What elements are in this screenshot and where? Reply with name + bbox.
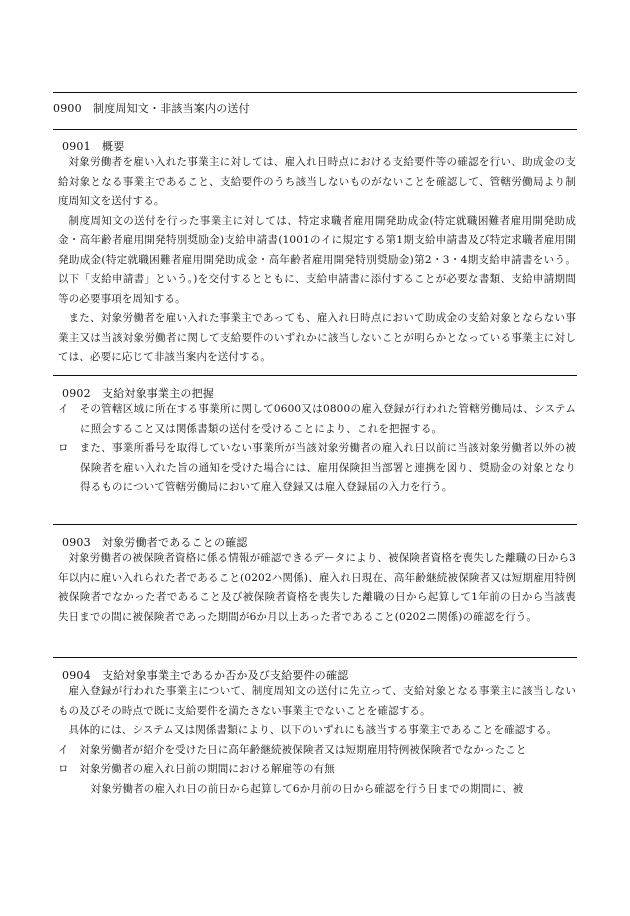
list-text: その管轄区域に所在する事業所に関して0600又は0800の雇入登録が行われた管轄労働局は、システムに照会すること又は関係書類の送付を受けることにより、これを把握する。: [79, 403, 576, 435]
list-item: [58, 439, 576, 498]
paragraph: 雇入登録が行われた事業主について、制度周知文の送付に先立って、支給対象となる事業主に該当しないもの及びその時点で既に支給要件を満たさない事業主でないことを確認する。: [58, 685, 576, 717]
section-0904-rule: [53, 657, 577, 658]
section-0903-rule: [53, 524, 577, 525]
list-mark: ロ: [58, 442, 69, 454]
list-text: 対象労働者が紹介を受けた日に高年齢継続被保険者又は短期雇用特例被保険者でなかったこと: [79, 743, 527, 756]
section-0903-heading: 0903 対象労働者であることの確認: [62, 536, 248, 549]
sub-paragraph: 対象労働者の雇入れ日の前日から起算して6か月前の日から確認を行う日までの期間に、被: [90, 782, 524, 795]
section-0902-rule: [53, 375, 577, 376]
list-text: また、事業所番号を取得していない事業所が当該対象労働者の雇入れ日以前に当該対象労働者以外の被保険者を雇い入れた旨の通知を受けた場合には、雇用保険担当部署と連携を図り、奨励金の対象となり得るものについて管轄労働局において雇入登録又は雇入登録届の入力を行う。: [79, 442, 576, 493]
section-0901-heading: 0901 概要: [62, 140, 125, 153]
section-0904-body: [58, 682, 576, 799]
list-mark: イ: [58, 743, 69, 756]
section-0902-body: [58, 400, 576, 498]
paragraph: 対象労働者の被保険者資格に係る情報が確認できるデータにより、被保険者資格を喪失した離職の日から3年以内に雇い入れられた者であること(0202ハ関係)、雇入れ日現在、高年齢継続被保険者又は短期雇用特例被保険者でなかった者であること及び被保険者資格を喪失した離職の日から起算して1年前の日から当該喪失日までの間に被保険者であった期間が6か月以上あった者であること(0202ニ関係)の確認を行う。: [58, 552, 576, 623]
list-text: 対象労働者の雇入れ日前の期間における解雇等の有無: [79, 763, 335, 775]
section-0901-body: [58, 153, 576, 368]
list-item: [58, 760, 576, 780]
list-item: [58, 741, 576, 761]
section-0903-body: [58, 549, 576, 627]
section-0902-heading: 0902 支給対象事業主の把握: [62, 387, 214, 400]
paragraph: 制度周知文の送付を行った事業主に対しては、特定求職者雇用開発助成金(特定就職困難者雇用開発助成金・高年齢者雇用開発特別奨励金)支給申請書(1001のイに規定する第1期支給申請書及び特定求職者雇用開発助成金(特定就職困難者雇用開発助成金・高年齢者雇用開発特別奨励金)第2・3・4期支給申請書をいう。以下「支給申請書」という。)を交付するとともに、支給申請書に添付することが必要な書類、支給申請期間等の必要事項を周知する。: [58, 214, 576, 305]
paragraph: 対象労働者を雇い入れた事業主に対しては、雇入れ日時点における支給要件等の確認を行い、助成金の支給対象となる事業主であること、支給要件のうち該当しないものがないことを確認して、管轄労働局より制度周知文を送付する。: [58, 156, 576, 207]
section-0901-rule: [53, 129, 577, 130]
list-mark: ロ: [58, 763, 69, 775]
section-0904-heading: 0904 支給対象事業主であるか否か及び支給要件の確認: [62, 669, 349, 682]
paragraph: 具体的には、システム又は関係書類により、以下のいずれにも該当する事業主であることを確認する。: [68, 724, 558, 736]
paragraph: また、対象労働者を雇い入れた事業主であっても、雇入れ日時点において助成金の支給対象とならない事業主又は当該対象労働者に関して支給要件のいずれかに該当しないことが明らかとなっている事業主に対しては、必要に応じて非該当案内を送付する。: [58, 312, 576, 363]
document-title: 0900 制度周知文・非該当案内の送付: [53, 102, 250, 115]
title-top-rule: [53, 92, 577, 93]
list-mark: イ: [58, 403, 69, 415]
list-item: [58, 400, 576, 439]
